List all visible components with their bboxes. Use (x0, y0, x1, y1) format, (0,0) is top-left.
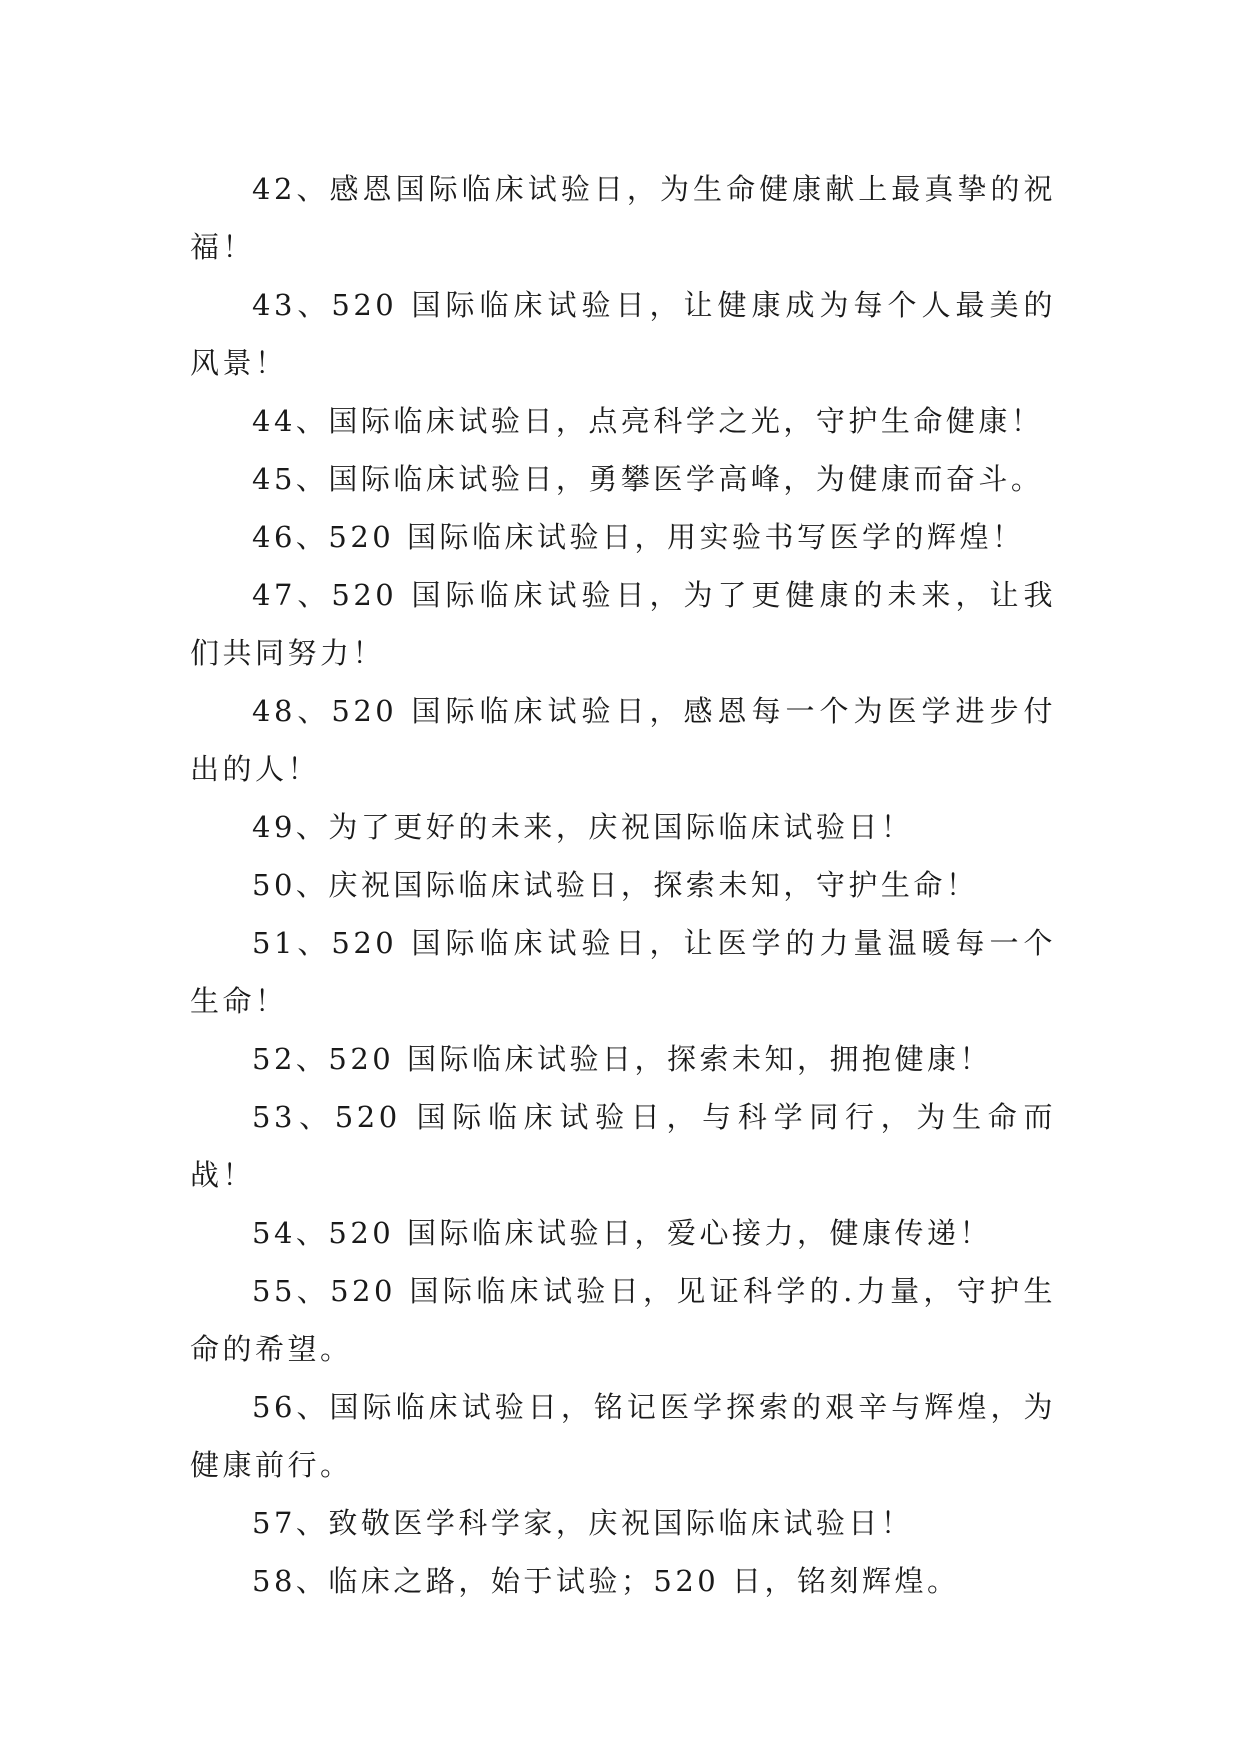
list-item: 45、国际临床试验日，勇攀医学高峰，为健康而奋斗。 (252, 462, 1044, 496)
list-item: 57、致敬医学科学家，庆祝国际临床试验日！ (252, 1506, 914, 1540)
list-item: 53、520 国际临床试验日，与科学同行，为生命而战！ (190, 1100, 1056, 1192)
list-item: 44、国际临床试验日，点亮科学之光，守护生命健康！ (252, 404, 1044, 438)
list-item: 56、国际临床试验日，铭记医学探索的艰辛与辉煌，为健康前行。 (190, 1390, 1056, 1482)
list-item: 55、520 国际临床试验日，见证科学的.力量，守护生命的希望。 (190, 1274, 1056, 1366)
list-item: 43、520 国际临床试验日，让健康成为每个人最美的风景！ (190, 288, 1056, 380)
document-body (190, 160, 1056, 1610)
list-item: 48、520 国际临床试验日，感恩每一个为医学进步付出的人！ (190, 694, 1056, 786)
list-item: 42、感恩国际临床试验日，为生命健康献上最真挚的祝福！ (190, 172, 1056, 264)
list-item: 51、520 国际临床试验日，让医学的力量温暖每一个生命！ (190, 926, 1056, 1018)
list-item: 46、520 国际临床试验日，用实验书写医学的辉煌！ (252, 520, 1025, 554)
list-item: 49、为了更好的未来，庆祝国际临床试验日！ (252, 810, 914, 844)
list-item: 47、520 国际临床试验日，为了更健康的未来，让我们共同努力！ (190, 578, 1056, 670)
list-item: 58、临床之路，始于试验；520 日，铭刻辉煌。 (252, 1564, 960, 1598)
list-item: 54、520 国际临床试验日，爱心接力，健康传递！ (252, 1216, 992, 1250)
list-item: 50、庆祝国际临床试验日，探索未知，守护生命！ (252, 868, 979, 902)
list-item: 52、520 国际临床试验日，探索未知，拥抱健康！ (252, 1042, 992, 1076)
